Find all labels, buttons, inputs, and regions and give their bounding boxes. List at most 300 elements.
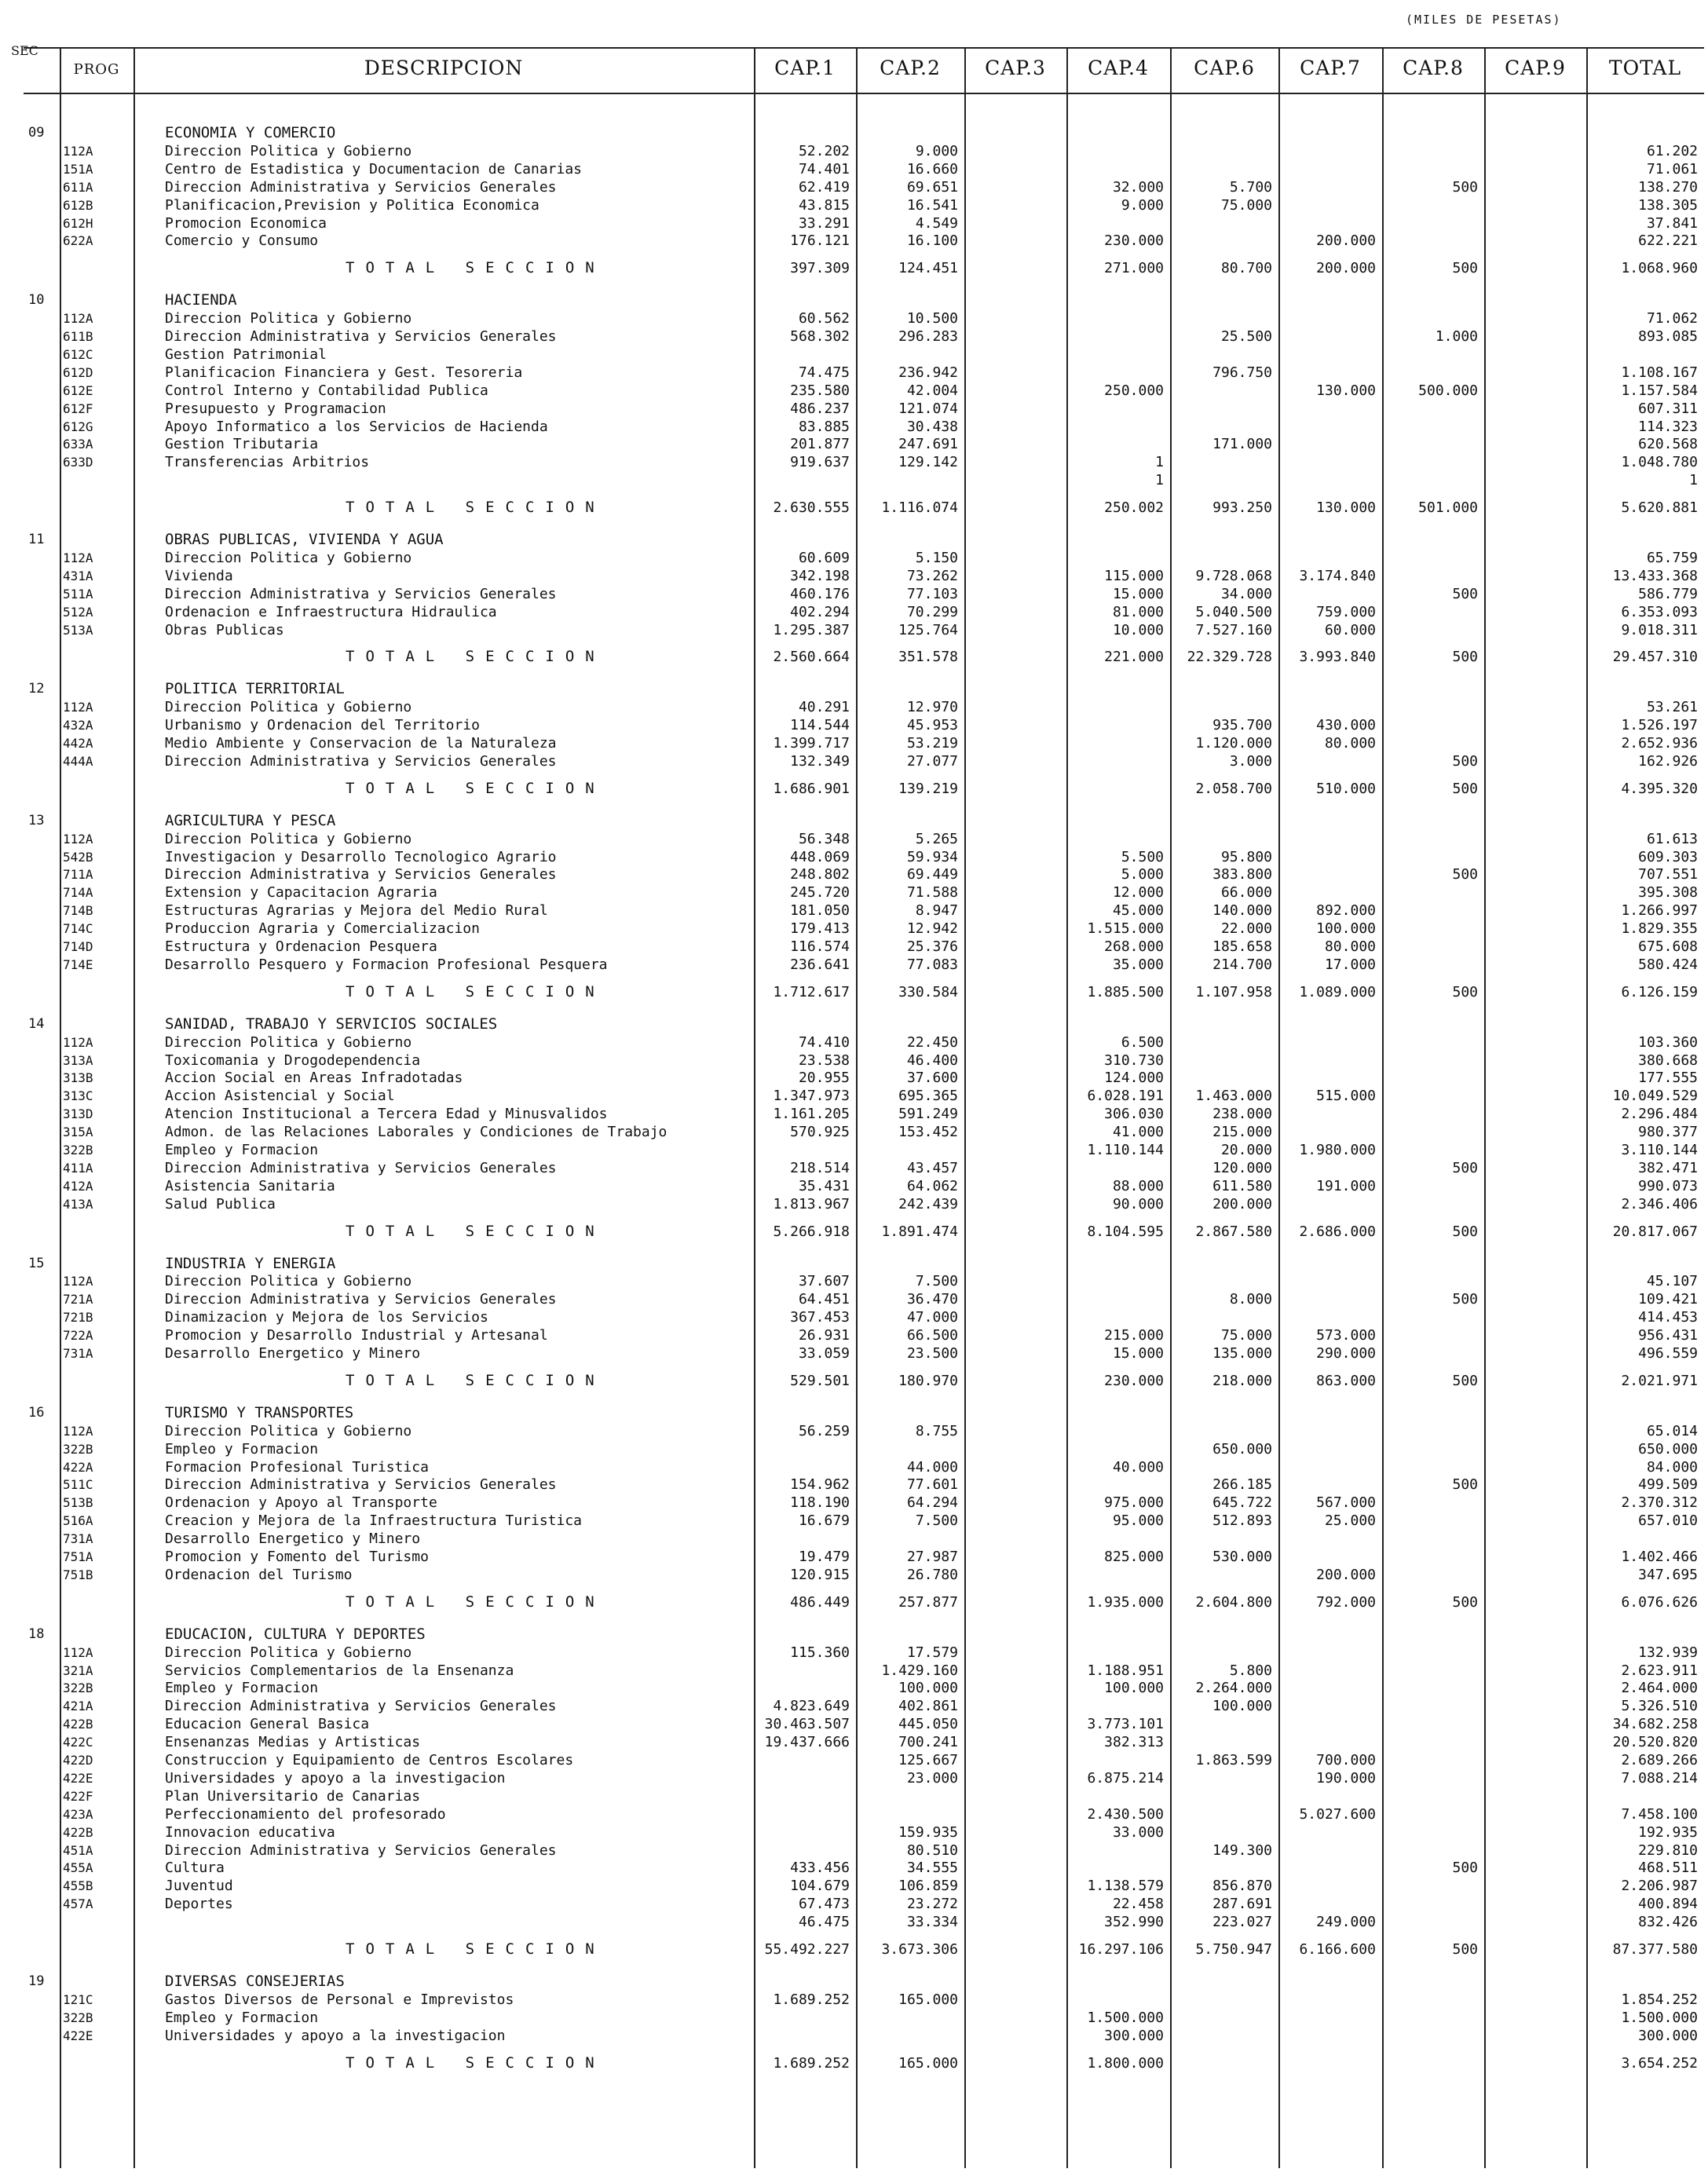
amount-cell: 675.608 — [1638, 938, 1698, 955]
section-number: 13 — [28, 812, 45, 828]
program-code: 611B — [63, 329, 93, 344]
amount-cell: 580.424 — [1638, 956, 1698, 973]
amount-cell: 5.265 — [915, 830, 958, 847]
description: Juventud — [165, 1878, 233, 1895]
table-row — [0, 1290, 1708, 1308]
amount-cell: 700.241 — [898, 1734, 958, 1751]
amount-cell: 8.000 — [1229, 1291, 1272, 1308]
description: Atencion Institucional a Tercera Edad y Minusvalidos — [165, 1106, 608, 1123]
amount-cell: 12.000 — [1112, 884, 1164, 901]
program-code: 322B — [63, 2010, 93, 2025]
amount-cell: 700.000 — [1316, 1752, 1376, 1768]
table-row — [0, 901, 1708, 920]
program-code: 714D — [63, 939, 93, 954]
amount-cell: 80.700 — [1220, 260, 1272, 277]
program-code: 121C — [63, 1991, 93, 2007]
amount-cell: 215.000 — [1104, 1327, 1164, 1344]
description: Ensenanzas Medias y Artisticas — [165, 1734, 421, 1751]
amount-cell: 5.800 — [1229, 1662, 1272, 1679]
description: AGRICULTURA Y PESCA — [165, 811, 336, 829]
amount-cell: 1.108.167 — [1621, 364, 1698, 381]
amount-cell: 100.000 — [1104, 1680, 1164, 1697]
amount-cell: 64.294 — [906, 1494, 958, 1512]
column-header-cap-6: CAP.6 — [1194, 57, 1255, 79]
amount-cell: 87.377.580 — [1612, 1941, 1698, 1958]
amount-cell: 1.161.205 — [773, 1106, 850, 1123]
amount-cell: 400.894 — [1638, 1896, 1698, 1913]
description: Desarrollo Energetico y Minero — [165, 1531, 421, 1548]
program-code: 422A — [63, 1459, 93, 1475]
table-row — [0, 848, 1708, 866]
amount-cell: 5.000 — [1121, 866, 1164, 883]
amount-cell: 892.000 — [1316, 902, 1376, 920]
description: Estructura y Ordenacion Pesquera — [165, 938, 437, 955]
column-header-cap-7: CAP.7 — [1300, 57, 1361, 79]
amount-cell: 236.942 — [898, 364, 958, 381]
description: Planificacion Financiera y Gest. Tesoreria — [165, 364, 523, 381]
description: Urbanismo y Ordenacion del Territorio — [165, 717, 480, 734]
amount-cell: 53.261 — [1646, 699, 1698, 716]
amount-cell: 114.544 — [790, 717, 850, 734]
amount-cell: 1.854.252 — [1621, 1991, 1698, 2008]
program-code: 422B — [63, 1717, 93, 1732]
table-row — [0, 1715, 1708, 1733]
amount-cell: 5.150 — [915, 549, 958, 566]
description: Direccion Administrativa y Servicios Generales — [165, 1291, 557, 1308]
amount-cell: 500 — [1452, 1941, 1478, 1958]
amount-cell: 6.500 — [1121, 1033, 1164, 1051]
program-code: 422B — [63, 1824, 93, 1840]
amount-cell: 500 — [1452, 1291, 1478, 1308]
program-code: 112A — [63, 1274, 93, 1289]
amount-cell: 223.027 — [1212, 1914, 1272, 1931]
amount-cell: 36.470 — [906, 1291, 958, 1308]
table-row — [0, 1195, 1708, 1213]
amount-cell: 30.463.507 — [764, 1716, 850, 1733]
section-heading-row — [0, 1255, 1708, 1273]
column-header-cap-3: CAP.3 — [985, 57, 1046, 79]
amount-cell: 221.000 — [1104, 649, 1164, 666]
amount-cell: 257.877 — [898, 1593, 958, 1611]
amount-cell: 500 — [1452, 1372, 1478, 1389]
amount-cell: 45.000 — [1112, 902, 1164, 920]
amount-cell: 1.980.000 — [1299, 1142, 1376, 1158]
amount-cell: 2.464.000 — [1621, 1680, 1698, 1697]
amount-cell: 120.915 — [790, 1566, 850, 1583]
amount-cell: 75.000 — [1220, 1327, 1272, 1344]
amount-cell: 52.202 — [798, 142, 850, 159]
program-code: 112A — [63, 1034, 93, 1050]
amount-cell: 71.061 — [1646, 160, 1698, 177]
amount-cell: 95.000 — [1112, 1512, 1164, 1530]
amount-cell: 445.050 — [898, 1716, 958, 1733]
section-total-row — [0, 780, 1708, 798]
description: Ordenacion y Apoyo al Transporte — [165, 1494, 437, 1512]
amount-cell: 16.679 — [798, 1512, 850, 1530]
amount-cell: 500 — [1452, 780, 1478, 797]
amount-cell: 9.728.068 — [1195, 567, 1272, 584]
amount-cell: 268.000 — [1104, 938, 1164, 955]
amount-cell: 500 — [1452, 178, 1478, 196]
amount-cell: 45.107 — [1646, 1273, 1698, 1290]
amount-cell: 125.667 — [898, 1752, 958, 1768]
amount-cell: 290.000 — [1316, 1345, 1376, 1362]
program-code: 455B — [63, 1878, 93, 1894]
amount-cell: 200.000 — [1212, 1195, 1272, 1212]
table-row — [0, 1494, 1708, 1512]
amount-cell: 500 — [1452, 1860, 1478, 1877]
amount-cell: 402.861 — [898, 1698, 958, 1715]
amount-cell: 45.953 — [906, 717, 958, 734]
program-code: 612G — [63, 419, 93, 434]
amount-cell: 56.348 — [798, 830, 850, 847]
amount-cell: 25.376 — [906, 938, 958, 955]
amount-cell: 200.000 — [1316, 1566, 1376, 1583]
description: Empleo y Formacion — [165, 2009, 319, 2026]
amount-cell: 74.475 — [798, 364, 850, 381]
amount-cell: 90.000 — [1112, 1195, 1164, 1212]
amount-cell: 138.270 — [1638, 178, 1698, 196]
total-label: TOTAL SECCION — [346, 259, 605, 277]
amount-cell: 796.750 — [1212, 364, 1272, 381]
program-code: 112A — [63, 311, 93, 327]
amount-cell: 2.686.000 — [1299, 1223, 1376, 1240]
table-row — [0, 1566, 1708, 1584]
table-row — [0, 1548, 1708, 1566]
table-row — [0, 453, 1708, 471]
amount-cell: 568.302 — [790, 328, 850, 345]
amount-cell: 1.863.599 — [1195, 1752, 1272, 1768]
amount-cell: 249.000 — [1316, 1914, 1376, 1931]
amount-cell: 510.000 — [1316, 780, 1376, 797]
amount-cell: 46.475 — [798, 1914, 850, 1931]
amount-cell: 383.800 — [1212, 866, 1272, 883]
amount-cell: 16.541 — [906, 196, 958, 214]
amount-cell: 2.346.406 — [1621, 1195, 1698, 1212]
amount-cell: 287.691 — [1212, 1896, 1272, 1913]
description: Promocion y Fomento del Turismo — [165, 1549, 429, 1565]
amount-cell: 306.030 — [1104, 1106, 1164, 1123]
table-row — [0, 418, 1708, 436]
amount-cell: 104.679 — [790, 1878, 850, 1895]
amount-cell: 125.764 — [898, 621, 958, 638]
amount-cell: 27.077 — [906, 752, 958, 770]
amount-cell: 500 — [1452, 1593, 1478, 1611]
amount-cell: 1.000 — [1435, 328, 1478, 345]
amount-cell: 130.000 — [1316, 499, 1376, 517]
amount-cell: 13.433.368 — [1612, 567, 1698, 584]
amount-cell: 1.712.617 — [773, 983, 850, 1000]
amount-cell: 893.085 — [1638, 328, 1698, 345]
program-code: 711A — [63, 867, 93, 883]
amount-cell: 66.000 — [1220, 884, 1272, 901]
amount-cell: 980.377 — [1638, 1124, 1698, 1141]
amount-cell: 115.360 — [790, 1644, 850, 1661]
description: Universidades y apoyo a la investigacion — [165, 2027, 506, 2044]
amount-cell: 468.511 — [1638, 1860, 1698, 1877]
amount-cell: 1.526.197 — [1621, 717, 1698, 734]
amount-cell: 16.297.106 — [1078, 1941, 1164, 1958]
amount-cell: 40.000 — [1112, 1458, 1164, 1476]
amount-cell: 9.018.311 — [1621, 621, 1698, 638]
amount-cell: 73.262 — [906, 567, 958, 584]
description: Accion Social en Areas Infradotadas — [165, 1070, 463, 1087]
table-row — [0, 752, 1708, 770]
amount-cell: 214.700 — [1212, 956, 1272, 973]
description: Salud Publica — [165, 1195, 276, 1212]
description: Formacion Profesional Turistica — [165, 1458, 429, 1476]
amount-cell: 176.121 — [790, 232, 850, 250]
table-row — [0, 196, 1708, 214]
description: Accion Asistencial y Social — [165, 1088, 395, 1105]
amount-cell: 162.926 — [1638, 752, 1698, 770]
amount-cell: 586.779 — [1638, 585, 1698, 602]
amount-cell: 64.062 — [906, 1177, 958, 1194]
amount-cell: 118.190 — [790, 1494, 850, 1512]
amount-cell: 132.939 — [1638, 1644, 1698, 1661]
amount-cell: 7.500 — [915, 1273, 958, 1290]
program-code: 422E — [63, 1770, 93, 1786]
amount-cell: 65.759 — [1646, 549, 1698, 566]
amount-cell: 448.069 — [790, 848, 850, 865]
section-total-row — [0, 1372, 1708, 1390]
program-code: 731A — [63, 1531, 93, 1547]
table-row — [0, 716, 1708, 734]
program-code: 444A — [63, 753, 93, 769]
amount-cell: 3.673.306 — [881, 1941, 958, 1958]
amount-cell: 116.574 — [790, 938, 850, 955]
amount-cell: 22.329.728 — [1187, 649, 1272, 666]
amount-cell: 16.100 — [906, 232, 958, 250]
program-code: 612C — [63, 346, 93, 362]
amount-cell: 2.867.580 — [1195, 1223, 1272, 1240]
amount-cell: 115.000 — [1104, 567, 1164, 584]
table-row — [0, 1679, 1708, 1697]
amount-cell: 1.107.958 — [1195, 983, 1272, 1000]
description: Cultura — [165, 1860, 225, 1877]
program-code: 322B — [63, 1143, 93, 1157]
amount-cell: 1 — [1689, 472, 1698, 489]
amount-cell: 570.925 — [790, 1124, 850, 1141]
amount-cell: 41.000 — [1112, 1124, 1164, 1141]
amount-cell: 140.000 — [1212, 902, 1272, 920]
total-label: TOTAL SECCION — [346, 982, 605, 1000]
description: Direccion Administrativa y Servicios Generales — [165, 752, 557, 770]
program-code: 313C — [63, 1088, 93, 1104]
amount-cell: 75.000 — [1220, 196, 1272, 214]
amount-cell: 44.000 — [906, 1458, 958, 1476]
amount-cell: 69.449 — [906, 866, 958, 883]
amount-cell: 6.353.093 — [1621, 603, 1698, 620]
section-heading-row — [0, 1015, 1708, 1033]
amount-cell: 956.431 — [1638, 1327, 1698, 1344]
amount-cell: 130.000 — [1316, 382, 1376, 399]
program-code: 422C — [63, 1735, 93, 1750]
description: Toxicomania y Drogodependencia — [165, 1051, 421, 1069]
description: Direccion Politica y Gobierno — [165, 1273, 412, 1290]
amount-cell: 9.000 — [915, 142, 958, 159]
table-row — [0, 1512, 1708, 1530]
section-heading-row — [0, 124, 1708, 142]
amount-cell: 6.875.214 — [1087, 1769, 1164, 1787]
description: Direccion Administrativa y Servicios Generales — [165, 178, 557, 196]
program-code: 112A — [63, 550, 93, 565]
description: Gastos Diversos de Personal e Imprevistos — [165, 1991, 514, 2008]
program-code: 411A — [63, 1160, 93, 1176]
program-code: 714E — [63, 956, 93, 972]
program-code: 422D — [63, 1753, 93, 1768]
amount-cell: 74.401 — [798, 160, 850, 177]
amount-cell: 62.419 — [798, 178, 850, 196]
description: Promocion Economica — [165, 214, 327, 232]
description: Direccion Politica y Gobierno — [165, 1033, 412, 1051]
amount-cell: 1.463.000 — [1195, 1088, 1272, 1105]
amount-cell: 500 — [1452, 1223, 1478, 1240]
amount-cell: 124.000 — [1104, 1070, 1164, 1087]
section-total-row — [0, 259, 1708, 277]
amount-cell: 153.452 — [898, 1124, 958, 1141]
amount-cell: 512.893 — [1212, 1512, 1272, 1530]
amount-cell: 200.000 — [1316, 260, 1376, 277]
program-code: 151A — [63, 161, 93, 177]
amount-cell: 2.021.971 — [1621, 1372, 1698, 1389]
table-row — [0, 1895, 1708, 1913]
description: OBRAS PUBLICAS, VIVIENDA Y AGUA — [165, 531, 444, 548]
description: Gestion Patrimonial — [165, 346, 327, 363]
section-total-row — [0, 1940, 1708, 1958]
amount-cell: 2.560.664 — [773, 649, 850, 666]
description: Obras Publicas — [165, 621, 284, 638]
section-heading-row — [0, 680, 1708, 698]
description: Promocion y Desarrollo Industrial y Artesanal — [165, 1327, 548, 1344]
total-label: TOTAL SECCION — [346, 499, 605, 517]
amount-cell: 3.174.840 — [1299, 567, 1376, 584]
amount-cell: 567.000 — [1316, 1494, 1376, 1512]
amount-cell: 430.000 — [1316, 717, 1376, 734]
amount-cell: 43.815 — [798, 196, 850, 214]
amount-cell: 23.272 — [906, 1896, 958, 1913]
program-code: 612F — [63, 400, 93, 416]
amount-cell: 84.000 — [1646, 1458, 1698, 1476]
amount-cell: 109.421 — [1638, 1291, 1698, 1308]
program-code: 313B — [63, 1070, 93, 1086]
table-row — [0, 1087, 1708, 1105]
amount-cell: 500 — [1452, 866, 1478, 883]
amount-cell: 80.000 — [1324, 938, 1376, 955]
amount-cell: 181.050 — [790, 902, 850, 920]
amount-cell: 159.935 — [898, 1823, 958, 1841]
section-number: 15 — [28, 1255, 45, 1271]
program-code: 722A — [63, 1328, 93, 1344]
description: SANIDAD, TRABAJO Y SERVICIOS SOCIALES — [165, 1015, 498, 1033]
amount-cell: 23.000 — [906, 1769, 958, 1787]
table-row — [0, 1440, 1708, 1458]
amount-cell: 12.942 — [906, 920, 958, 938]
amount-cell: 8.755 — [915, 1422, 958, 1439]
amount-cell: 177.555 — [1638, 1070, 1698, 1087]
table-row — [0, 1308, 1708, 1326]
amount-cell: 179.413 — [790, 920, 850, 938]
amount-cell: 500 — [1452, 649, 1478, 666]
program-code: 321A — [63, 1662, 93, 1678]
table-row — [0, 309, 1708, 327]
table-row — [0, 1823, 1708, 1841]
amount-cell: 20.955 — [798, 1070, 850, 1087]
amount-cell: 2.296.484 — [1621, 1106, 1698, 1123]
amount-cell: 695.365 — [898, 1088, 958, 1105]
amount-cell: 1.188.951 — [1087, 1662, 1164, 1679]
column-header-descripcion: DESCRIPCION — [364, 57, 524, 79]
amount-cell: 100.000 — [898, 1680, 958, 1697]
total-label: TOTAL SECCION — [346, 1593, 605, 1611]
amount-cell: 1 — [1155, 472, 1164, 489]
amount-cell: 500 — [1452, 260, 1478, 277]
description: Educacion General Basica — [165, 1716, 370, 1733]
amount-cell: 230.000 — [1104, 232, 1164, 250]
table-row — [0, 1069, 1708, 1087]
program-code: 513B — [63, 1495, 93, 1511]
amount-cell: 1.295.387 — [773, 621, 850, 638]
column-header-cap-4: CAP.4 — [1088, 57, 1149, 79]
amount-cell: 235.580 — [790, 382, 850, 399]
amount-cell: 77.083 — [906, 956, 958, 973]
table-row — [0, 232, 1708, 250]
column-header-prog: PROG — [73, 61, 120, 78]
amount-cell: 53.219 — [906, 735, 958, 752]
amount-cell: 975.000 — [1104, 1494, 1164, 1512]
amount-cell: 573.000 — [1316, 1327, 1376, 1344]
table-row — [0, 160, 1708, 178]
description: Direccion Politica y Gobierno — [165, 310, 412, 327]
amount-cell: 382.471 — [1638, 1159, 1698, 1176]
amount-cell: 135.000 — [1212, 1345, 1272, 1362]
section-number: 14 — [28, 1015, 45, 1032]
table-row — [0, 382, 1708, 400]
amount-cell: 6.076.626 — [1621, 1593, 1698, 1611]
amount-cell: 2.623.911 — [1621, 1662, 1698, 1679]
amount-cell: 352.990 — [1104, 1914, 1164, 1931]
amount-cell: 242.439 — [898, 1195, 958, 1212]
program-code: 511A — [63, 586, 93, 602]
description: Comercio y Consumo — [165, 232, 319, 250]
amount-cell: 1 — [1155, 454, 1164, 471]
amount-cell: 7.500 — [915, 1512, 958, 1530]
amount-cell: 500 — [1452, 983, 1478, 1000]
program-code: 322B — [63, 1680, 93, 1696]
program-code: 112A — [63, 700, 93, 715]
amount-cell: 622.221 — [1638, 232, 1698, 250]
column-header-cap-8: CAP.8 — [1403, 57, 1464, 79]
amount-cell: 4.549 — [915, 214, 958, 232]
amount-cell: 10.000 — [1112, 621, 1164, 638]
amount-cell: 5.500 — [1121, 848, 1164, 865]
amount-cell: 60.000 — [1324, 621, 1376, 638]
description: Servicios Complementarios de la Ensenanza — [165, 1662, 514, 1679]
amount-cell: 59.934 — [906, 848, 958, 865]
amount-cell: 530.000 — [1212, 1549, 1272, 1565]
amount-cell: 607.311 — [1638, 400, 1698, 417]
table-row — [0, 1859, 1708, 1877]
table-row — [0, 567, 1708, 585]
amount-cell: 67.473 — [798, 1896, 850, 1913]
program-code: 455A — [63, 1860, 93, 1876]
amount-cell: 591.249 — [898, 1106, 958, 1123]
amount-cell: 218.514 — [790, 1159, 850, 1176]
description: Investigacion y Desarrollo Tecnologico Agrario — [165, 848, 557, 865]
amount-cell: 100.000 — [1212, 1698, 1272, 1715]
table-row — [0, 1697, 1708, 1715]
amount-cell: 120.000 — [1212, 1159, 1272, 1176]
